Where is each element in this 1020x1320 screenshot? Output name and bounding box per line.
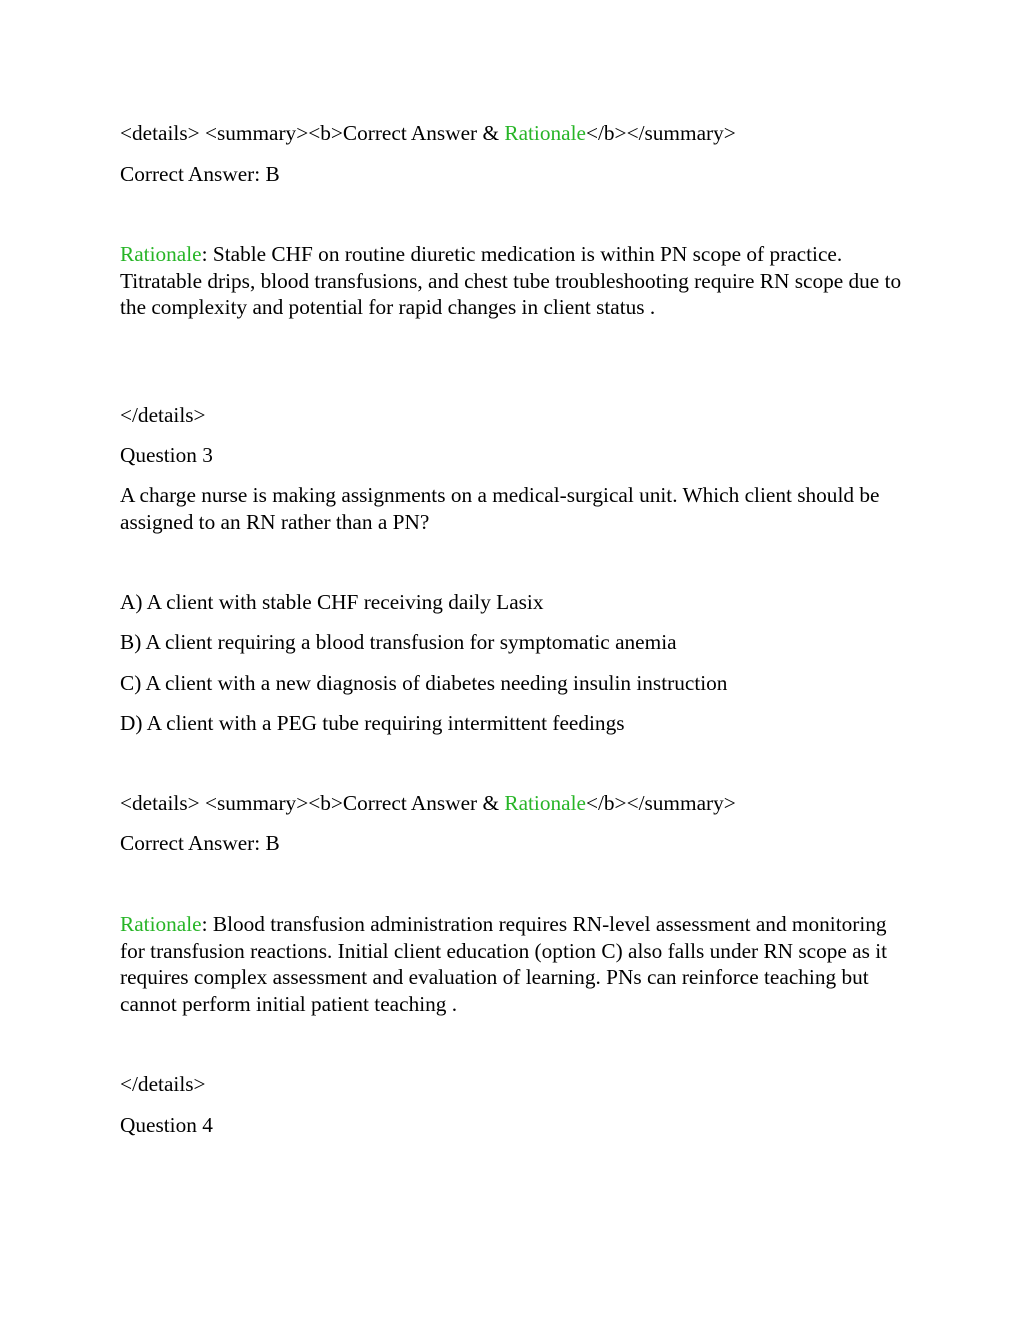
details-close-1: </details> [120,403,206,427]
summary-open-text: <details> <summary><b>Correct Answer & [120,791,505,815]
correct-answer-2: Correct Answer: B [120,831,280,855]
rationale-keyword: Rationale [504,121,586,145]
rationale-text-2: : Blood transfusion administration requires RN-level assessment and monitoring for transfusion reactions. Initial client education (option C) also falls under RN scope as it requires complex assessment and evaluation of learning. PNs can reinforce teaching but cannot perform initial patient teaching . [120,912,888,1016]
question-3-prompt: A charge nurse is making assignments on a medical-surgical unit. Which client should be assigned to an RN rather than a PN? [120,483,880,534]
rationale-keyword: Rationale [120,242,202,266]
correct-answer-1: Correct Answer: B [120,162,280,186]
option-a: A) A client with stable CHF receiving daily Lasix [120,590,544,614]
summary-close-text: </b></summary> [585,121,736,145]
summary-line-2 [120,790,900,817]
rationale-keyword: Rationale [120,912,202,936]
option-c: C) A client with a new diagnosis of diabetes needing insulin instruction [120,671,728,695]
details-close-2: </details> [120,1072,206,1096]
rationale-keyword: Rationale [504,791,586,815]
rationale-paragraph-1 [120,241,910,321]
rationale-text-1: : Stable CHF on routine diuretic medication is within PN scope of practice. Titratable drips, blood transfusions, and chest tube troubleshooting require RN scope due to the complexity and potential for rapid changes in client status . [120,242,902,320]
summary-close-text: </b></summary> [585,791,736,815]
rationale-paragraph-2 [120,911,910,1017]
question-3-label: Question 3 [120,443,213,467]
summary-line-1 [120,120,900,147]
option-d: D) A client with a PEG tube requiring intermittent feedings [120,711,625,735]
question-4-label: Question 4 [120,1113,213,1137]
option-b: B) A client requiring a blood transfusion for symptomatic anemia [120,630,677,654]
summary-open-text: <details> <summary><b>Correct Answer & [120,121,505,145]
